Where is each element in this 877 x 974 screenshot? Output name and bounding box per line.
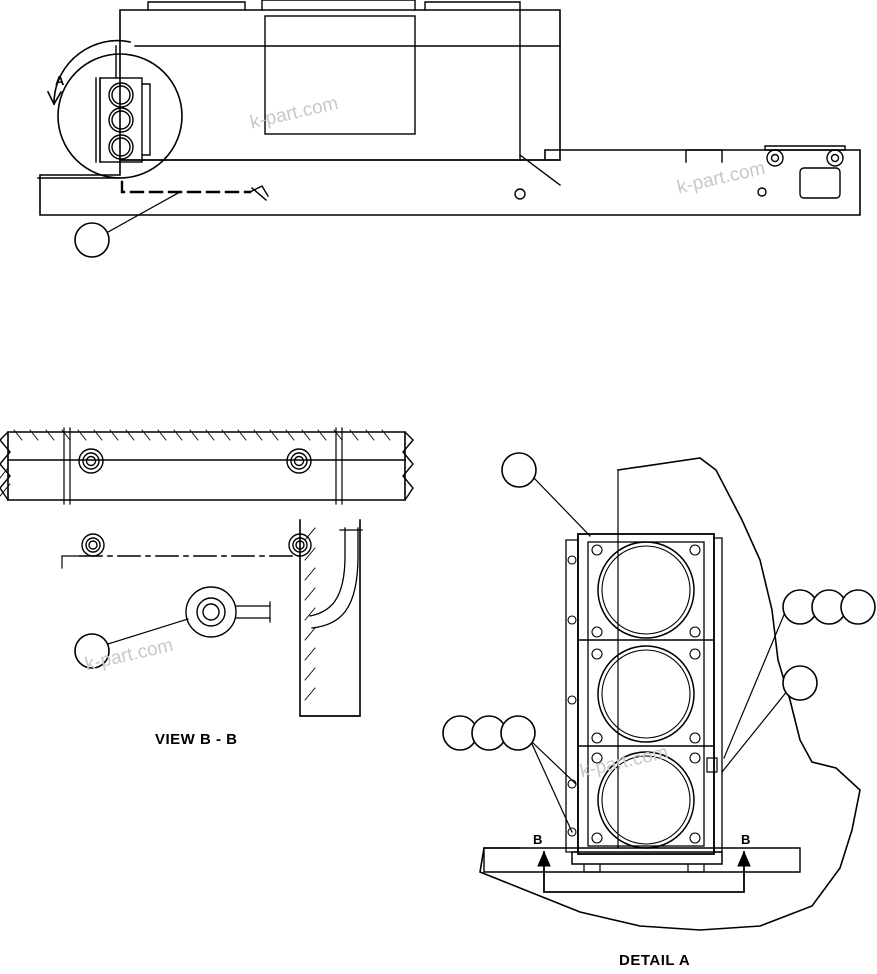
watermark: k-part.com	[83, 634, 176, 676]
section-marker-b-right: B	[741, 832, 751, 847]
watermark: k-part.com	[675, 157, 768, 199]
detail-a-label: DETAIL A	[619, 952, 691, 969]
section-marker-a-main: A	[55, 73, 65, 88]
watermark: k-part.com	[248, 92, 341, 134]
view-b-b-label: VIEW B - B	[155, 731, 238, 748]
section-marker-b-left: B	[533, 832, 543, 847]
watermark: k-part.com	[578, 741, 671, 783]
